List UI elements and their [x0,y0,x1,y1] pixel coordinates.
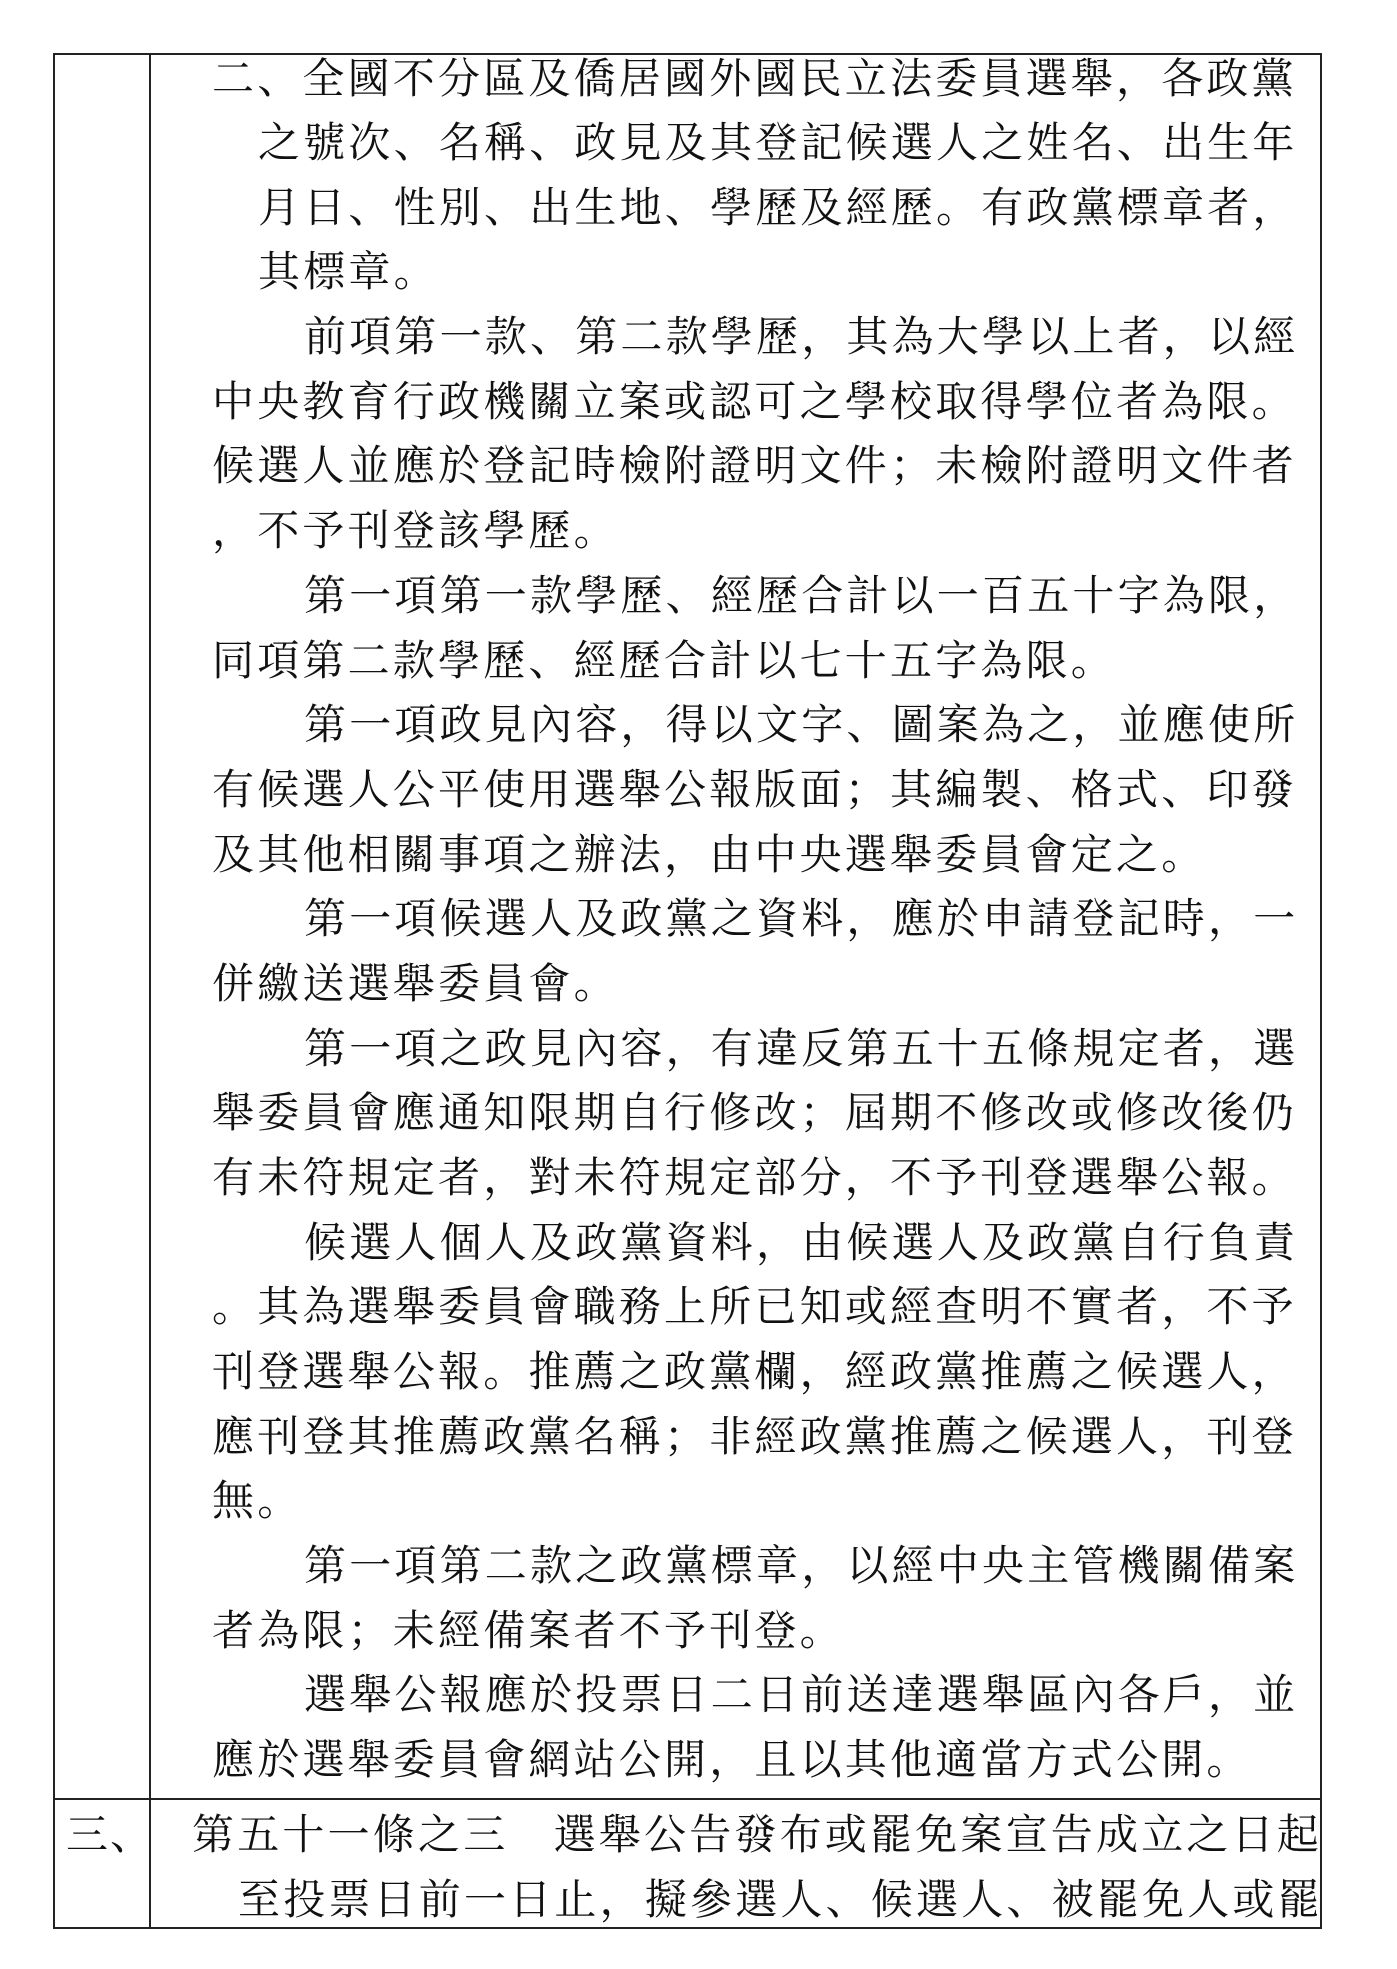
column-divider [149,53,151,1929]
text-line: 第一項之政見內容，有違反第五十五條規定者，選 [304,1024,1299,1073]
text-line: 第一項候選人及政黨之資料，應於申請登記時，一 [304,894,1299,943]
text-line: 之號次、名稱、政見及其登記候選人之姓名、出生年 [258,118,1298,167]
text-line: 第一項第二款之政黨標章，以經中央主管機關備案 [304,1541,1299,1590]
text-line: 及其他相關事項之辦法，由中央選舉委員會定之。 [212,830,1207,879]
text-line: 其標章。 [258,247,439,296]
row-divider [53,1798,1322,1800]
text-line: 刊登選舉公報。推薦之政黨欄，經政黨推薦之候選人， [212,1347,1297,1396]
text-line: 二、全國不分區及僑居國外國民立法委員選舉，各政黨 [212,54,1297,103]
text-line: 者為限；未經備案者不予刊登。 [212,1606,845,1655]
text-line: 併繳送選舉委員會。 [212,959,619,1008]
text-line: 候選人個人及政黨資料，由候選人及政黨自行負責 [304,1218,1299,1267]
text-line: 有候選人公平使用選舉公報版面；其編製、格式、印發 [212,765,1297,814]
text-line: 有未符規定者，對未符規定部分，不予刊登選舉公報。 [212,1153,1297,1202]
text-line: 第一項第一款學歷、經歷合計以一百五十字為限， [304,571,1299,620]
text-line: 前項第一款、第二款學歷，其為大學以上者，以經 [304,312,1299,361]
text-line: 第一項政見內容，得以文字、圖案為之，並應使所 [304,700,1299,749]
text-line: 月日、性別、出生地、學歷及經歷。有政黨標章者， [258,183,1298,232]
text-line: 同項第二款學歷、經歷合計以七十五字為限。 [212,636,1117,685]
text-line: ，不予刊登該學歷。 [212,506,619,555]
text-line: 舉委員會應通知限期自行修改；屆期不修改或修改後仍 [212,1088,1297,1137]
text-line: 選舉公報應於投票日二日前送達選舉區內各戶，並 [304,1670,1299,1719]
row-number: 三、 [66,1810,155,1859]
text-line: 至投票日前一日止，擬參選人、候選人、被罷免人或罷 [238,1875,1323,1924]
text-line: 無。 [212,1476,303,1525]
text-line: 應於選舉委員會網站公開，且以其他適當方式公開。 [212,1735,1252,1784]
text-line: 第五十一條之三 選舉公告發布或罷免案宣告成立之日起 [192,1810,1323,1859]
text-line: 候選人並應於登記時檢附證明文件；未檢附證明文件者 [212,441,1297,490]
text-line: 中央教育行政機關立案或認可之學校取得學位者為限。 [212,377,1297,426]
text-line: 。其為選舉委員會職務上所已知或經查明不實者，不予 [212,1282,1297,1331]
text-line: 應刊登其推薦政黨名稱；非經政黨推薦之候選人，刊登 [212,1412,1297,1461]
